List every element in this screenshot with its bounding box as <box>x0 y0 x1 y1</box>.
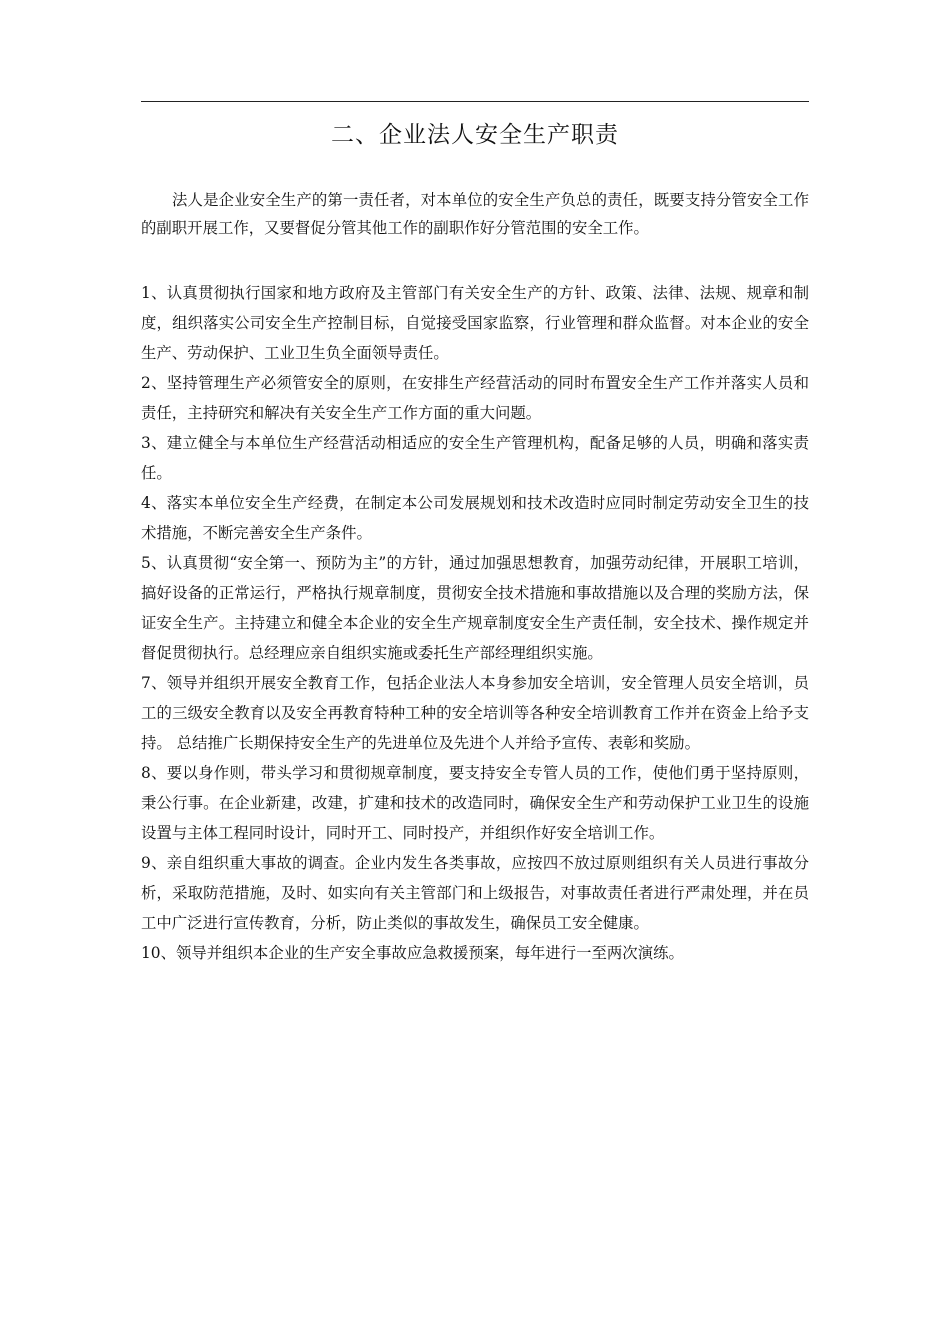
list-item: 10、领导并组织本企业的生产安全事故应急救援预案，每年进行一至两次演练。 <box>141 944 684 962</box>
list-item: 5、认真贯彻“安全第一、预防为主”的方针，通过加强思想教育，加强劳动纪律，开展职工培训，搞好设备的正常运行，严格执行规章制度，贯彻安全技术措施和事故措施以及合理的奖励方法，保证安全生产。主持建立和健全本企业的安全生产规章制度安全生产责任制，安全技术、操作规定并督促贯彻执行。总经理应亲自组织实施或委托生产部经理组织实施。 <box>141 554 809 662</box>
header-rule <box>141 101 809 102</box>
list-item: 2、坚持管理生产必须管安全的原则，在安排生产经营活动的同时布置安全生产工作并落实人员和责任，主持研究和解决有关安全生产工作方面的重大问题。 <box>141 374 809 422</box>
list-item: 7、领导并组织开展安全教育工作，包括企业法人本身参加安全培训，安全管理人员安全培训，员工的三级安全教育以及安全再教育特种工种的安全培训等各种安全培训教育工作并在资金上给予支持。 总结推广长期保持安全生产的先进单位及先进个人并给予宣传、表彰和奖励。 <box>141 674 809 752</box>
intro-paragraph: 法人是企业安全生产的第一责任者，对本单位的安全生产负总的责任，既要支持分管安全工作的副职开展工作，又要督促分管其他工作的副职作好分管范围的安全工作。 <box>141 191 809 237</box>
responsibility-list <box>141 278 809 968</box>
document-title: 二、企业法人安全生产职责 <box>331 122 619 148</box>
list-item: 9、亲自组织重大事故的调查。企业内发生各类事故，应按四不放过原则组织有关人员进行事故分析，采取防范措施，及时、如实向有关主管部门和上级报告，对事故责任者进行严肃处理，并在员工中广泛进行宣传教育，分析，防止类似的事故发生，确保员工安全健康。 <box>141 854 809 932</box>
list-item: 8、要以身作则，带头学习和贯彻规章制度，要支持安全专管人员的工作，使他们勇于坚持原则，秉公行事。在企业新建，改建，扩建和技术的改造同时，确保安全生产和劳动保护工业卫生的设施设置与主体工程同时设计，同时开工、同时投产，并组织作好安全培训工作。 <box>141 764 809 842</box>
list-item: 3、建立健全与本单位生产经营活动相适应的安全生产管理机构，配备足够的人员，明确和落实责任。 <box>141 434 809 482</box>
list-item: 4、落实本单位安全生产经费，在制定本公司发展规划和技术改造时应同时制定劳动安全卫生的技术措施，不断完善安全生产条件。 <box>141 494 809 542</box>
list-item: 1、认真贯彻执行国家和地方政府及主管部门有关安全生产的方针、政策、法律、法规、规章和制度，组织落实公司安全生产控制目标，自觉接受国家监察，行业管理和群众监督。对本企业的安全生产、劳动保护、工业卫生负全面领导责任。 <box>141 284 809 362</box>
